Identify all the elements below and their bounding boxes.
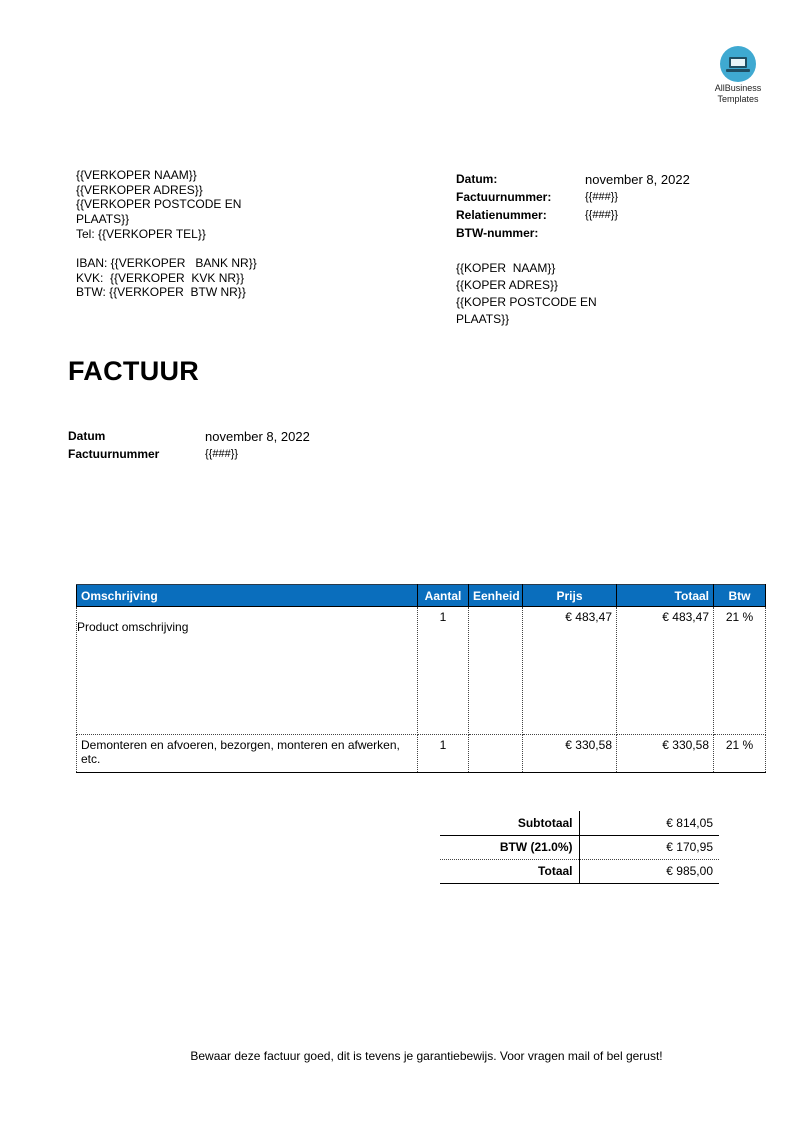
company-logo [708,46,768,104]
cell-price: € 483,47 [523,607,617,735]
meta-value: november 8, 2022 [585,171,690,187]
page-title: FACTUUR [68,356,200,386]
meta-row-relation-number [456,206,690,224]
seller-iban: IBAN: {{VERKOPER BANK NR}} [76,256,257,271]
totals-value: € 170,95 [579,835,719,859]
cell-quantity: 1 [418,607,469,735]
totals-value: € 814,05 [579,811,719,835]
cell-description: Product omschrijving [77,607,418,735]
document-meta-block [68,427,310,463]
column-header-vat: Btw [714,585,766,607]
column-header-unit: Eenheid [469,585,523,607]
seller-name: {{VERKOPER NAAM}} [76,168,197,182]
cell-unit [469,735,523,773]
buyer-postcode: {{KOPER POSTCODE EN [456,295,597,309]
doc-row-date [68,427,310,445]
meta-row-vat-number [456,224,690,242]
meta-value: {{###}} [585,209,619,221]
meta-label: Datum: [456,172,498,186]
meta-label: Relatienummer: [456,208,547,222]
doc-value: november 8, 2022 [205,428,310,444]
doc-label: Datum [68,429,106,443]
buyer-name: {{KOPER NAAM}} [456,261,556,275]
buyer-place: PLAATS}} [456,312,510,326]
cell-unit [469,607,523,735]
seller-address: {{VERKOPER ADRES}} [76,182,203,197]
cell-vat: 21 % [714,607,766,735]
totals-value: € 985,00 [579,859,719,883]
totals-row-total [440,859,719,883]
doc-value: {{###}} [205,448,239,460]
seller-kvk: KVK: {{VERKOPER KVK NR}} [76,270,245,285]
cell-quantity: 1 [418,735,469,773]
seller-place: PLAATS}} [76,212,130,227]
table-header-row [77,585,766,607]
logo-text-line1: AllBusiness [714,83,762,93]
meta-row-date [456,170,690,188]
cell-price: € 330,58 [523,735,617,773]
meta-row-invoice-number [456,188,690,206]
totals-row-subtotal [440,811,719,835]
invoice-meta-block [456,170,690,242]
doc-row-invoice-number [68,445,310,463]
column-header-quantity: Aantal [418,585,469,607]
seller-tel: Tel: {{VERKOPER TEL}} [76,226,206,241]
doc-label: Factuurnummer [68,447,160,461]
laptop-icon [720,46,756,82]
totals-label: BTW (21.0%) [440,835,579,859]
buyer-address: {{KOPER ADRES}} [456,278,559,292]
cell-total: € 483,47 [617,607,714,735]
buyer-block [456,260,616,328]
meta-label: BTW-nummer: [456,226,539,240]
invoice-items-table [76,584,766,773]
seller-block [76,168,266,300]
seller-btw: BTW: {{VERKOPER BTW NR}} [76,285,246,300]
column-header-total: Totaal [617,585,714,607]
totals-label: Totaal [440,859,579,883]
meta-value: {{###}} [585,191,619,203]
table-row [77,735,766,773]
totals-table [440,811,719,884]
footer-note: Bewaar deze factuur goed, dit is tevens je garantiebewijs. Voor vragen mail of bel gerust! [190,1049,663,1063]
seller-postcode: {{VERKOPER POSTCODE EN [76,197,242,212]
cell-vat: 21 % [714,735,766,773]
column-header-price: Prijs [523,585,617,607]
logo-text-line2: Templates [717,94,759,104]
meta-label: Factuurnummer: [456,190,552,204]
table-row [77,607,766,735]
cell-total: € 330,58 [617,735,714,773]
column-header-description: Omschrijving [77,585,418,607]
totals-row-vat [440,835,719,859]
totals-label: Subtotaal [440,811,579,835]
cell-description: Demonteren en afvoeren, bezorgen, monteren en afwerken, etc. [77,735,418,773]
